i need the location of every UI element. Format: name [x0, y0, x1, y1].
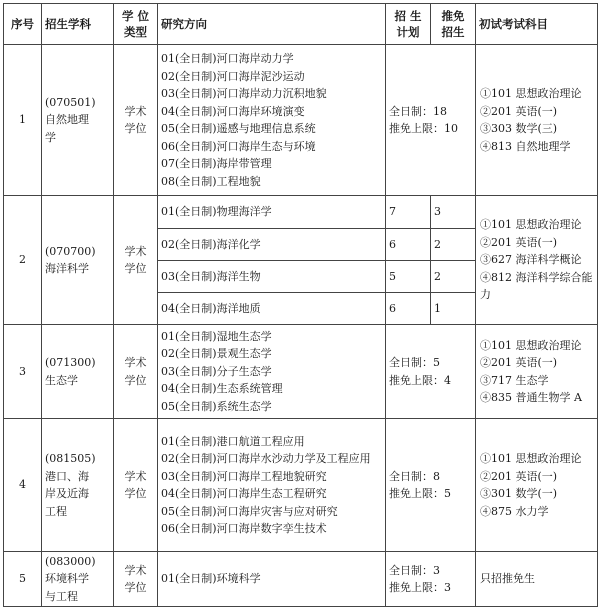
direction-item: 02(全日制)景观生态学 [161, 347, 272, 361]
header-degree-type-line: 类型 [124, 25, 147, 39]
direction-item: 02(全日制)河口海岸泥沙运动 [161, 69, 305, 83]
row-number: 5 [4, 552, 42, 607]
direction-item: 02(全日制)河口海岸水沙动力学及工程应用 [161, 452, 371, 465]
direction-item: 03(全日制)分子生态学 [161, 364, 272, 378]
table-row [4, 196, 598, 229]
degree-cell [114, 325, 158, 419]
subject-item: ①101 思想政治理论 [480, 87, 582, 100]
direction-item: 04(全日制)河口海岸环境演变 [161, 104, 305, 118]
discipline-name: 与工程 [45, 589, 78, 603]
plan-fulltime: 全日制：3 [389, 563, 440, 577]
admissions-table [3, 3, 598, 607]
subjects-cell [476, 552, 598, 607]
degree-line: 学位 [124, 262, 147, 275]
row-number: 2 [4, 196, 42, 325]
direction-item: 03(全日制)河口海岸动力沉积地貌 [161, 87, 327, 100]
discipline-name: 生态学 [45, 373, 78, 387]
subject-item: ②201 英语(一) [480, 235, 558, 249]
direction-item: 03(全日制)河口海岸工程地貌研究 [161, 469, 327, 483]
direction-item: 01(全日制)环境科学 [161, 572, 261, 586]
subject-item: ②201 英语(一) [480, 356, 558, 369]
subject-item: ④875 水力学 [480, 504, 549, 518]
row-number: 3 [4, 325, 42, 419]
exempt-value: 2 [431, 229, 476, 261]
direction-item: 04(全日制)海洋地质 [158, 293, 386, 325]
discipline-code: (071300) [45, 356, 96, 369]
discipline-name: 岸及近海 [45, 487, 89, 500]
plan-value: 6 [386, 229, 431, 261]
header-exempt-line: 推免 [441, 9, 465, 23]
subject-item: 只招推免生 [480, 572, 535, 586]
plan-exempt-limit: 推免上限：3 [389, 581, 451, 594]
direction-item: 06(全日制)河口海岸生态与环境 [161, 139, 316, 153]
subjects-cell [476, 325, 598, 419]
table-row [4, 325, 598, 419]
plan-value: 7 [386, 196, 431, 229]
subject-item: ①101 思想政治理论 [480, 452, 582, 465]
discipline-code: (070700) [45, 244, 96, 258]
discipline-cell [42, 325, 114, 419]
plan-cell [386, 552, 476, 607]
discipline-name: 海洋科学 [45, 262, 89, 275]
subject-item: ①101 思想政治理论 [480, 338, 582, 352]
plan-value: 5 [386, 261, 431, 293]
header-subjects: 初试考试科目 [476, 4, 598, 45]
direction-item: 01(全日制)河口海岸动力学 [161, 52, 294, 65]
degree-line: 学位 [124, 487, 147, 500]
plan-fulltime: 全日制：18 [389, 104, 447, 118]
plan-exempt-limit: 推免上限：5 [389, 487, 451, 500]
plan-value: 6 [386, 293, 431, 325]
direction-item: 04(全日制)河口海岸生态工程研究 [161, 487, 327, 500]
discipline-name: 自然地理 [45, 113, 89, 127]
exempt-value: 1 [431, 293, 476, 325]
subject-item: ③627 海洋科学概论 [480, 253, 582, 267]
header-discipline: 招生学科 [42, 4, 114, 45]
subjects-cell [476, 419, 598, 552]
discipline-cell [42, 196, 114, 325]
subjects-cell [476, 45, 598, 196]
direction-item: 05(全日制)系统生态学 [161, 399, 272, 413]
subject-item: ④813 自然地理学 [480, 139, 571, 153]
direction-item: 08(全日制)工程地貌 [161, 174, 261, 188]
header-direction: 研究方向 [158, 4, 386, 45]
header-exempt [431, 4, 476, 45]
direction-item: 04(全日制)生态系统管理 [161, 382, 283, 396]
degree-line: 学位 [124, 122, 147, 135]
directions-cell [158, 552, 386, 607]
direction-item: 06(全日制)河口海岸数字孪生技术 [161, 522, 327, 535]
degree-line: 学术 [124, 244, 147, 258]
direction-item: 05(全日制)遥感与地理信息系统 [161, 122, 316, 135]
subject-item: ②201 英语(一) [480, 469, 558, 483]
plan-cell [386, 419, 476, 552]
discipline-name: 工程 [45, 504, 67, 518]
header-plan-line: 招 生 [394, 9, 422, 23]
subject-item: ④812 海洋科学综合能力 [480, 270, 593, 302]
plan-cell [386, 325, 476, 419]
subject-item: ③301 数学(一) [480, 487, 558, 500]
degree-line: 学术 [124, 104, 147, 118]
exempt-value: 3 [431, 196, 476, 229]
discipline-name: 学 [45, 130, 56, 144]
direction-item: 02(全日制)海洋化学 [158, 229, 386, 261]
degree-cell [114, 552, 158, 607]
subject-item: ③717 生态学 [480, 373, 549, 387]
plan-fulltime: 全日制：5 [389, 356, 440, 369]
degree-line: 学术 [124, 469, 147, 483]
header-no: 序号 [4, 4, 42, 45]
subject-item: ②201 英语(一) [480, 104, 558, 118]
degree-cell [114, 196, 158, 325]
degree-line: 学位 [124, 581, 147, 594]
header-plan-line: 计划 [396, 25, 420, 39]
degree-line: 学术 [124, 356, 147, 369]
discipline-name: 港口、海 [45, 469, 89, 483]
header-exempt-line: 招生 [441, 25, 465, 39]
direction-item: 05(全日制)河口海岸灾害与应对研究 [161, 504, 338, 518]
degree-cell [114, 419, 158, 552]
discipline-code: (083000) [45, 554, 96, 568]
table-row [4, 552, 598, 607]
header-degree-type-line: 学 位 [121, 9, 149, 23]
discipline-code: (070501) [45, 95, 96, 109]
direction-item: 01(全日制)港口航道工程应用 [161, 434, 305, 448]
degree-line: 学位 [124, 373, 147, 387]
direction-item: 03(全日制)海洋生物 [158, 261, 386, 293]
discipline-cell [42, 45, 114, 196]
header-row [4, 4, 598, 45]
row-number: 1 [4, 45, 42, 196]
plan-fulltime: 全日制：8 [389, 469, 440, 483]
plan-cell [386, 45, 476, 196]
header-plan [386, 4, 431, 45]
table-row [4, 419, 598, 552]
exempt-value: 2 [431, 261, 476, 293]
row-number: 4 [4, 419, 42, 552]
plan-exempt-limit: 推免上限：10 [389, 122, 458, 135]
subject-item: ④835 普通生物学 A [480, 391, 582, 404]
header-degree-type [114, 4, 158, 45]
degree-line: 学术 [124, 563, 147, 577]
discipline-name: 环境科学 [45, 572, 89, 586]
subject-item: ③303 数学(三) [480, 122, 558, 135]
plan-exempt-limit: 推免上限：4 [389, 373, 451, 387]
discipline-code: (081505) [45, 452, 96, 465]
directions-cell [158, 419, 386, 552]
directions-cell [158, 325, 386, 419]
degree-cell [114, 45, 158, 196]
table-row [4, 45, 598, 196]
subject-item: ①101 思想政治理论 [480, 218, 582, 232]
direction-item: 01(全日制)物理海洋学 [158, 196, 386, 229]
subjects-cell [476, 196, 598, 325]
discipline-cell [42, 552, 114, 607]
directions-cell [158, 45, 386, 196]
direction-item: 01(全日制)湿地生态学 [161, 329, 272, 343]
direction-item: 07(全日制)海岸带管理 [161, 157, 272, 170]
discipline-cell [42, 419, 114, 552]
